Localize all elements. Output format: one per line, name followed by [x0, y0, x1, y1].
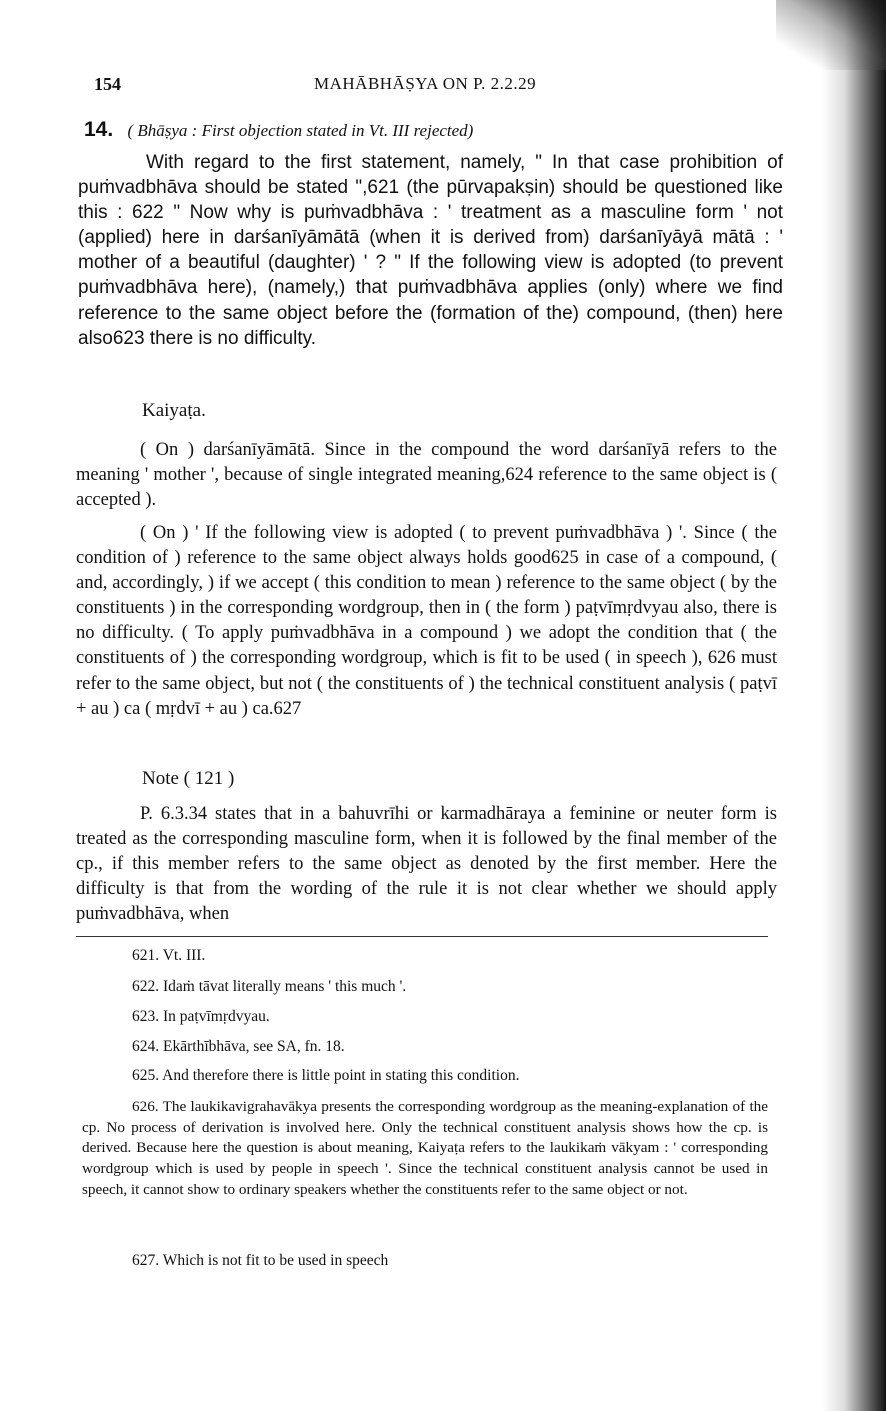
- footnote-626: 626. The laukikavigrahavākya presents the corresponding wordgroup as the meaning-explanation of the cp. No process of derivation is involved here. Only the technical constituent analysis shows how the cp. is derived. Because here the question is about meaning, Kaiyaṭa refers to the laukikaṁ vākyam : ' corresponding wordgroup which is used by people in speech '. Since the technical constituent analysis cannot be used in speech, it cannot show to ordinary speakers whether the constituents refer to the same object or not.: [82, 1098, 768, 1198]
- running-head: MAHĀBHĀṢYA ON P. 2.2.29: [314, 74, 537, 93]
- footnote-623: 623. In paṭvīmṛdvyau.: [132, 1008, 270, 1025]
- page-number: 154: [94, 74, 121, 94]
- section-title: ( Bhāṣya : First objection stated in Vt. III rejected): [127, 121, 474, 140]
- footnote-627: 627. Which is not fit to be used in speech: [132, 1252, 389, 1269]
- kaiyata-label: Kaiyaṭa.: [142, 400, 206, 421]
- bhasya-paragraph: With regard to the first statement, namely, " In that case prohibition of puṁvadbhāva should be stated ",621 (the pūrvapakṣin) should be questioned like this : 622 " Now why is puṁvadbhāva : ' treatment as a masculine form ' not (applied) here in darśanīyāmātā (when it is derived from) darśanīyāyā mātā : ' mother of a beautiful (daughter) ' ? " If the following view is adopted (to prevent puṁvadbhāva here), (namely,) that puṁvadbhāva applies (only) where we find reference to the same object before the (formation of the) compound, (then) here also623 there is no difficulty.: [78, 152, 783, 349]
- kaiyata-paragraph-2: ( On ) ' If the following view is adopted ( to prevent puṁvadbhāva ) '. Since ( the condition of ) reference to the same object always holds good625 in case of a compound, ( and, accordingly, ) if we accept ( this condition to mean ) reference to the same object ( by the constituents ) in the corresponding wordgroup, then in ( the form ) paṭvīmṛdvyau also, there is no difficulty. ( To apply puṁvadbhāva in a compound ) we adopt the condition that ( the constituents of ) the corresponding wordgroup, which is fit to be used ( in speech ), 626 must refer to the same object, but not ( the constituents of ) the technical constituent analysis ( paṭvī + au ) ca ( mṛdvī + au ) ca.627: [76, 523, 777, 719]
- note-paragraph: P. 6.3.34 states that in a bahuvrīhi or karmadhāraya a feminine or neuter form is treated as the corresponding masculine form, when it is followed by the final member of the cp., if this member refers to the same object as denoted by the first member. Here the difficulty is that from the wording of the rule it is not clear whether we should apply puṁvadbhāva, when: [76, 804, 777, 925]
- kaiyata-paragraph-1: ( On ) darśanīyāmātā. Since in the compound the word darśanīyā refers to the meaning ' mother ', because of single integrated meaning,624 reference to the same object is ( accepted ).: [76, 440, 777, 511]
- section-number: 14.: [84, 118, 114, 141]
- footnote-625: 625. And therefore there is little point in stating this condition.: [132, 1067, 520, 1084]
- page-edge-shadow: [822, 0, 886, 1411]
- section-heading: [84, 118, 473, 142]
- footnote-624: 624. Ekārthībhāva, see SA, fn. 18.: [132, 1038, 345, 1055]
- page-header: [94, 74, 794, 98]
- footnote-622: 622. Idaṁ tāvat literally means ' this much '.: [132, 978, 407, 995]
- page-corner-shadow: [776, 0, 886, 70]
- footnote-621: 621. Vt. III.: [132, 947, 206, 964]
- note-label: Note ( 121 ): [142, 768, 235, 789]
- footnote-divider: [76, 936, 768, 937]
